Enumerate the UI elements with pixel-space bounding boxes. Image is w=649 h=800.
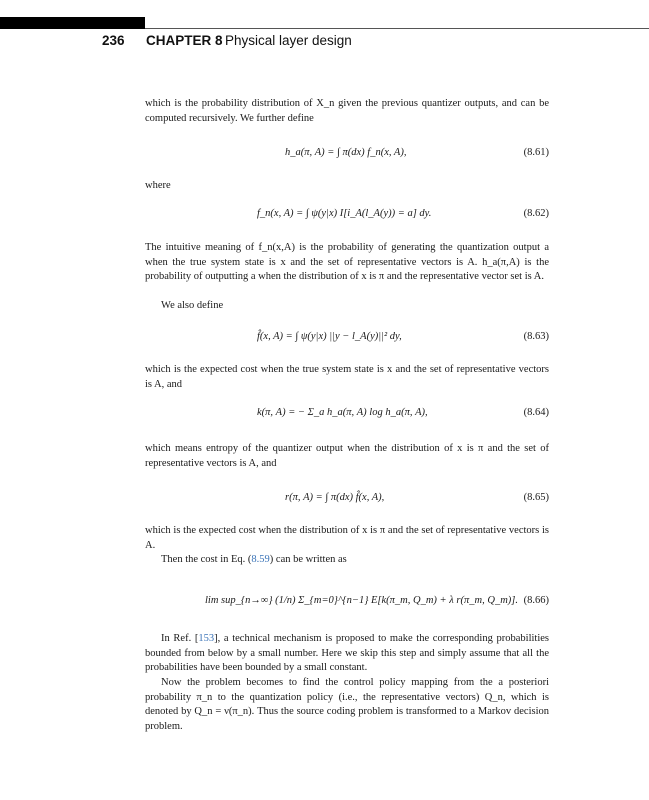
p3-text: We also define [161, 300, 224, 311]
header-bar [0, 17, 145, 29]
p9-text: Now the problem becomes to find the control policy mapping from the a posteriori probability π_n to the quantization policy (i.e., the representative vectors) Q_n, which is denoted by Q_n = ν(π_n). Thus the source coding problem is transformed to a Markov decision problem. [145, 677, 549, 732]
equation-8-61 [145, 142, 549, 168]
eq-8-62-number: (8.62) [523, 208, 549, 219]
p6-text: which is the expected cost when the distribution of x is π and the set of representative vectors is A. [145, 525, 549, 551]
eq-8-65-number: (8.65) [523, 492, 549, 503]
eq-8-59-link[interactable]: 8.59 [251, 554, 270, 565]
eq-8-64-number: (8.64) [523, 407, 549, 418]
where-text: where [145, 180, 171, 191]
equation-8-64 [145, 402, 549, 428]
eq-8-62-body: f_n(x, A) = ∫ ψ(y|x) I[i_A(l_A(y)) = a] dy. [257, 208, 432, 219]
p7-after: ) can be written as [269, 554, 347, 565]
eq-8-63-body: f̂(x, A) = ∫ ψ(y|x) ||y − l_A(y)||² dy, [257, 331, 402, 342]
paragraph-1 [145, 97, 549, 126]
paragraph-8 [145, 632, 549, 676]
chapter-label: CHAPTER 8 [146, 33, 223, 48]
equation-8-63 [145, 326, 549, 352]
eq-8-61-body: h_a(π, A) = ∫ π(dx) f_n(x, A), [285, 147, 407, 158]
page-number: 236 [102, 33, 125, 48]
eq-8-63-number: (8.63) [523, 331, 549, 342]
eq-8-66-number: (8.66) [523, 595, 549, 606]
paragraph-3 [145, 299, 549, 314]
p5-text: which means entropy of the quantizer output when the distribution of x is π and the set of representative vectors is A, and [145, 443, 549, 469]
p7-before: Then the cost in Eq. ( [161, 554, 252, 565]
eq-8-61-number: (8.61) [523, 147, 549, 158]
eq-8-66-body: lim sup_{n→∞} (1/n) Σ_{m=0}^{n−1} E[k(π_m, Q_m) + λ r(π_m, Q_m)]. [205, 595, 518, 606]
paragraph-5 [145, 442, 549, 471]
p8-after: ], a technical mechanism is proposed to make the corresponding probabilities bounded from below by a small number. Here we skip this step and simply assume that all the probabilities have been bounded by a small constant. [145, 633, 550, 674]
eq-8-64-body: k(π, A) = − Σ_a h_a(π, A) log h_a(π, A), [257, 407, 428, 418]
p8-before: In Ref. [ [161, 633, 199, 644]
equation-8-62 [145, 203, 549, 229]
paragraph-4 [145, 363, 549, 392]
header-rule [145, 28, 649, 29]
chapter-title: Physical layer design [225, 33, 352, 48]
ref-153-link[interactable]: 153 [198, 633, 215, 644]
paragraph-9 [145, 676, 549, 734]
p2-text: The intuitive meaning of f_n(x,A) is the probability of generating the quantization output a when the true system state is x and the set of representative vectors is A. h_a(π,A) is the probability of outputting a when the distribution of x is π and the representative vector set is A. [145, 242, 549, 283]
equation-8-65 [145, 487, 549, 513]
paragraph-2 [145, 241, 549, 285]
paragraph-6 [145, 524, 549, 553]
paragraph-7 [145, 553, 549, 568]
p4-text: which is the expected cost when the true system state is x and the set of representative vectors is A, and [145, 364, 549, 390]
eq-8-65-body: r(π, A) = ∫ π(dx) f̂(x, A), [285, 492, 385, 503]
equation-8-66 [145, 590, 549, 616]
p1-text: which is the probability distribution of X_n given the previous quantizer outputs, and can be computed recursively. We further define [145, 98, 549, 124]
